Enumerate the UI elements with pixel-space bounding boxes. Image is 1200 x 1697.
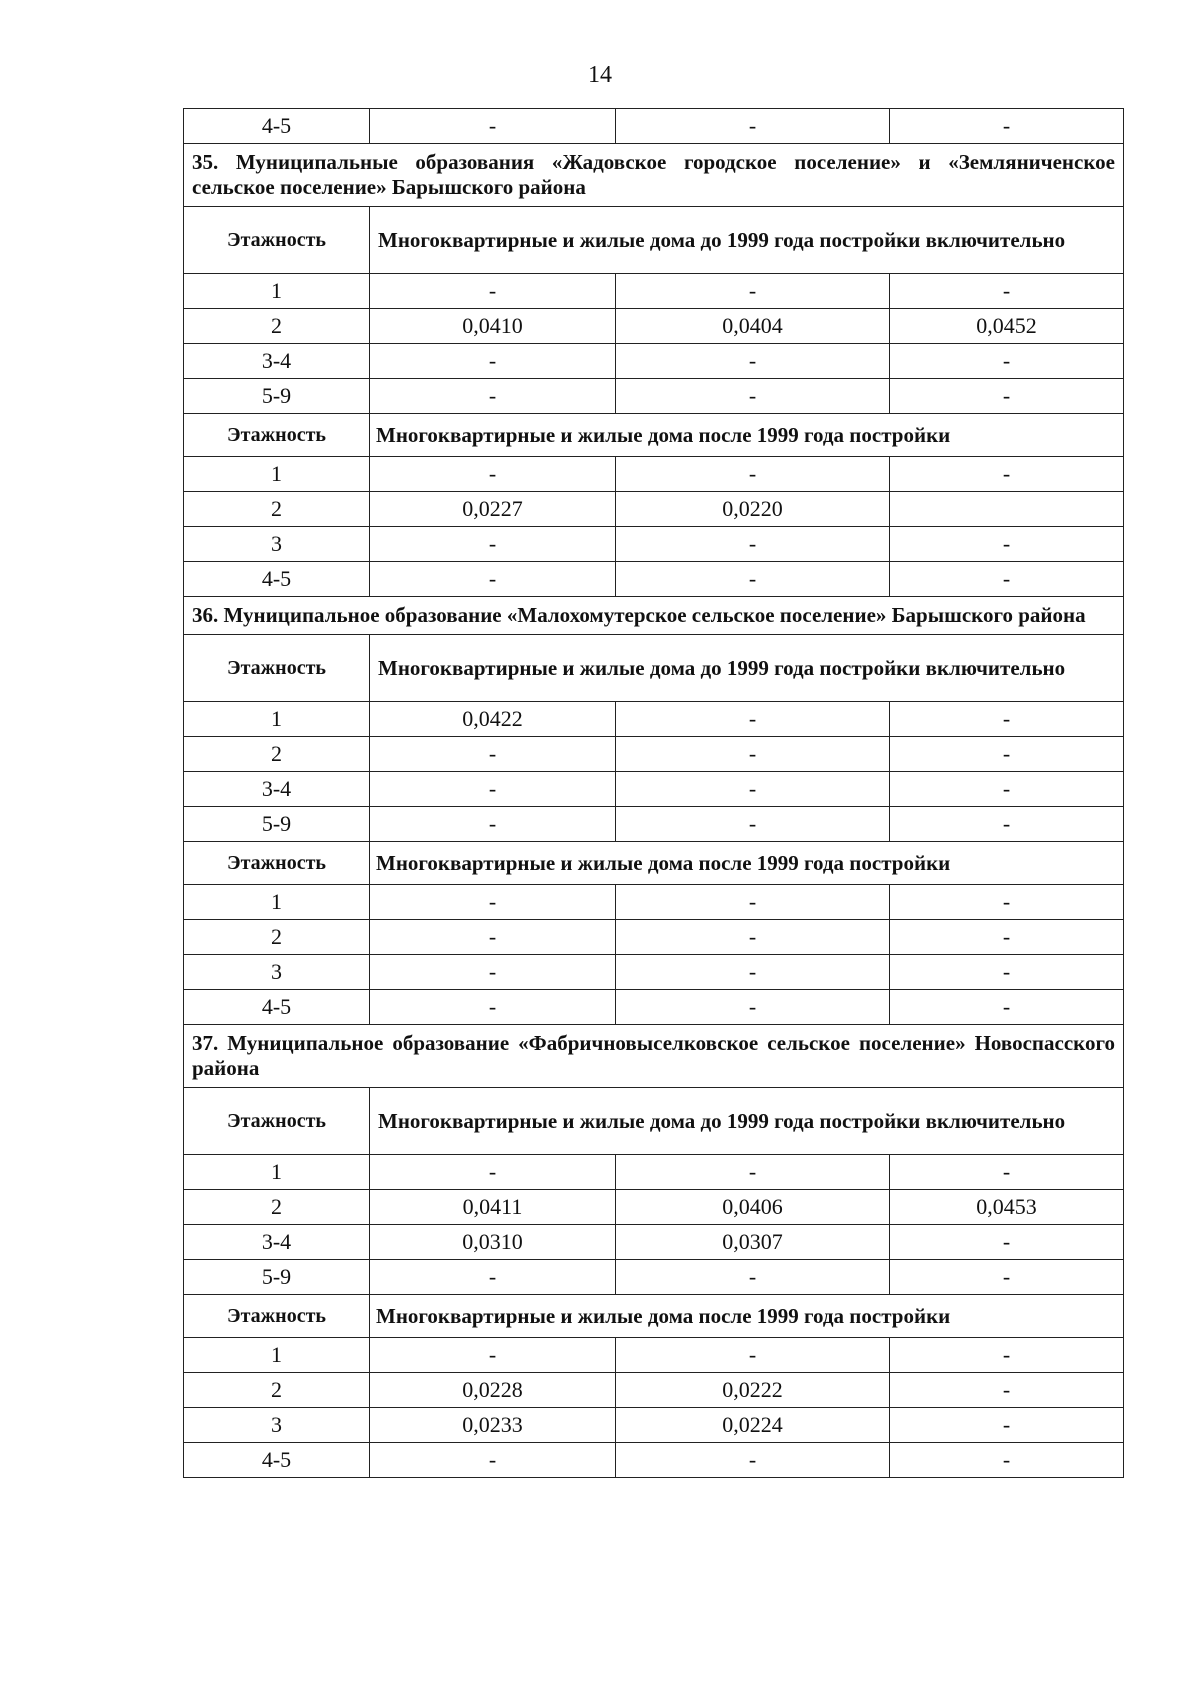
value-cell: - [616, 1443, 890, 1478]
floor-cell: 1 [184, 702, 370, 737]
value-cell: - [890, 1260, 1124, 1295]
floor-cell: 1 [184, 885, 370, 920]
table-row [184, 344, 1124, 379]
value-cell: - [890, 1155, 1124, 1190]
value-cell: 0,0411 [370, 1190, 616, 1225]
period-header: Многоквартирные и жилые дома после 1999 года постройки [370, 1295, 1124, 1338]
block-header-row [184, 207, 1124, 274]
table-row [184, 109, 1124, 144]
value-cell: - [370, 1443, 616, 1478]
table-row [184, 772, 1124, 807]
block-header-row [184, 1295, 1124, 1338]
value-cell: 0,0406 [616, 1190, 890, 1225]
table-row [184, 885, 1124, 920]
block-header-row [184, 1088, 1124, 1155]
period-header: Многоквартирные и жилые дома после 1999 года постройки [370, 414, 1124, 457]
value-cell: - [616, 885, 890, 920]
table-row [184, 990, 1124, 1025]
value-cell: - [890, 527, 1124, 562]
value-cell: - [890, 1338, 1124, 1373]
page-number: 14 [588, 62, 612, 88]
table-row [184, 492, 1124, 527]
value-cell: - [890, 702, 1124, 737]
table-row [184, 457, 1124, 492]
value-cell: - [370, 379, 616, 414]
floor-cell: 3-4 [184, 772, 370, 807]
floor-cell: 4-5 [184, 1443, 370, 1478]
value-cell: - [370, 737, 616, 772]
value-cell: 0,0410 [370, 309, 616, 344]
floors-header: Этажность [184, 635, 370, 702]
value-cell: - [370, 772, 616, 807]
floors-header: Этажность [184, 842, 370, 885]
value-cell: - [890, 1373, 1124, 1408]
value-cell: 0,0422 [370, 702, 616, 737]
value-cell: - [616, 457, 890, 492]
block-header-row [184, 635, 1124, 702]
floor-cell: 2 [184, 492, 370, 527]
floor-cell: 1 [184, 274, 370, 309]
floor-cell: 4-5 [184, 109, 370, 144]
table-row [184, 309, 1124, 344]
value-cell: - [616, 562, 890, 597]
table-row [184, 807, 1124, 842]
value-cell: - [616, 1260, 890, 1295]
floor-cell: 1 [184, 1155, 370, 1190]
value-cell: - [890, 274, 1124, 309]
value-cell: - [616, 1155, 890, 1190]
table-row [184, 274, 1124, 309]
period-header: Многоквартирные и жилые дома до 1999 года постройки включительно [370, 207, 1124, 274]
value-cell: - [616, 772, 890, 807]
value-cell: - [370, 109, 616, 144]
section-title-row [184, 597, 1124, 635]
value-cell: - [370, 527, 616, 562]
value-cell: - [616, 955, 890, 990]
value-cell: - [370, 807, 616, 842]
value-cell: 0,0222 [616, 1373, 890, 1408]
value-cell: - [616, 990, 890, 1025]
value-cell [890, 492, 1124, 527]
value-cell: - [890, 955, 1124, 990]
block-header-row [184, 414, 1124, 457]
table-row [184, 379, 1124, 414]
value-cell: 0,0452 [890, 309, 1124, 344]
value-cell: - [890, 379, 1124, 414]
value-cell: - [370, 562, 616, 597]
value-cell: 0,0307 [616, 1225, 890, 1260]
floor-cell: 3 [184, 1408, 370, 1443]
floor-cell: 5-9 [184, 807, 370, 842]
value-cell: - [890, 737, 1124, 772]
value-cell: - [616, 702, 890, 737]
floors-header: Этажность [184, 1088, 370, 1155]
section-title-row [184, 144, 1124, 207]
value-cell: - [890, 457, 1124, 492]
table-row [184, 702, 1124, 737]
section-title-row [184, 1025, 1124, 1088]
floor-cell: 1 [184, 1338, 370, 1373]
table-row [184, 1190, 1124, 1225]
floor-cell: 3 [184, 527, 370, 562]
value-cell: - [616, 109, 890, 144]
floor-cell: 3-4 [184, 1225, 370, 1260]
section-title: 35. Муниципальные образования «Жадовское городское поселение» и «Земляниченское сельское поселение» Барышского района [184, 144, 1124, 207]
value-cell: - [616, 379, 890, 414]
table-row [184, 920, 1124, 955]
floors-header: Этажность [184, 414, 370, 457]
period-header: Многоквартирные и жилые дома до 1999 года постройки включительно [370, 1088, 1124, 1155]
value-cell: - [370, 955, 616, 990]
value-cell: 0,0404 [616, 309, 890, 344]
floor-cell: 2 [184, 920, 370, 955]
floor-cell: 5-9 [184, 379, 370, 414]
value-cell: - [890, 772, 1124, 807]
floors-header: Этажность [184, 207, 370, 274]
value-cell: 0,0453 [890, 1190, 1124, 1225]
value-cell: - [370, 885, 616, 920]
table-row [184, 1338, 1124, 1373]
floor-cell: 4-5 [184, 990, 370, 1025]
table-row [184, 1373, 1124, 1408]
section-title: 37. Муниципальное образование «Фабричновыселковское сельское поселение» Новоспасского района [184, 1025, 1124, 1088]
value-cell: - [616, 274, 890, 309]
value-cell: - [616, 920, 890, 955]
table-row [184, 1155, 1124, 1190]
period-header: Многоквартирные и жилые дома после 1999 года постройки [370, 842, 1124, 885]
table-row [184, 1260, 1124, 1295]
section-title: 36. Муниципальное образование «Малохомутерское сельское поселение» Барышского района [184, 597, 1124, 635]
value-cell: - [890, 562, 1124, 597]
value-cell: 0,0228 [370, 1373, 616, 1408]
value-cell: - [616, 344, 890, 379]
table-row [184, 1408, 1124, 1443]
value-cell: - [890, 990, 1124, 1025]
value-cell: - [370, 457, 616, 492]
value-cell: - [370, 1155, 616, 1190]
tariff-table [183, 108, 1124, 1478]
value-cell: - [370, 1338, 616, 1373]
table-row [184, 562, 1124, 597]
value-cell: - [890, 807, 1124, 842]
value-cell: - [370, 1260, 616, 1295]
value-cell: - [890, 1225, 1124, 1260]
table-row [184, 737, 1124, 772]
floor-cell: 2 [184, 309, 370, 344]
floor-cell: 1 [184, 457, 370, 492]
block-header-row [184, 842, 1124, 885]
value-cell: - [370, 990, 616, 1025]
value-cell: 0,0233 [370, 1408, 616, 1443]
value-cell: - [616, 527, 890, 562]
value-cell: - [890, 1408, 1124, 1443]
period-header: Многоквартирные и жилые дома до 1999 года постройки включительно [370, 635, 1124, 702]
table-row [184, 955, 1124, 990]
value-cell: - [616, 807, 890, 842]
floor-cell: 2 [184, 1373, 370, 1408]
value-cell: - [890, 344, 1124, 379]
value-cell: - [890, 1443, 1124, 1478]
value-cell: - [616, 737, 890, 772]
floor-cell: 2 [184, 1190, 370, 1225]
value-cell: - [370, 274, 616, 309]
floor-cell: 2 [184, 737, 370, 772]
table-row [184, 1443, 1124, 1478]
floor-cell: 4-5 [184, 562, 370, 597]
floor-cell: 5-9 [184, 1260, 370, 1295]
floor-cell: 3 [184, 955, 370, 990]
value-cell: - [616, 1338, 890, 1373]
value-cell: 0,0224 [616, 1408, 890, 1443]
value-cell: - [370, 344, 616, 379]
value-cell: - [890, 109, 1124, 144]
table-row [184, 527, 1124, 562]
value-cell: 0,0310 [370, 1225, 616, 1260]
floor-cell: 3-4 [184, 344, 370, 379]
value-cell: - [370, 920, 616, 955]
table-row [184, 1225, 1124, 1260]
value-cell: - [890, 885, 1124, 920]
value-cell: 0,0220 [616, 492, 890, 527]
value-cell: 0,0227 [370, 492, 616, 527]
value-cell: - [890, 920, 1124, 955]
floors-header: Этажность [184, 1295, 370, 1338]
